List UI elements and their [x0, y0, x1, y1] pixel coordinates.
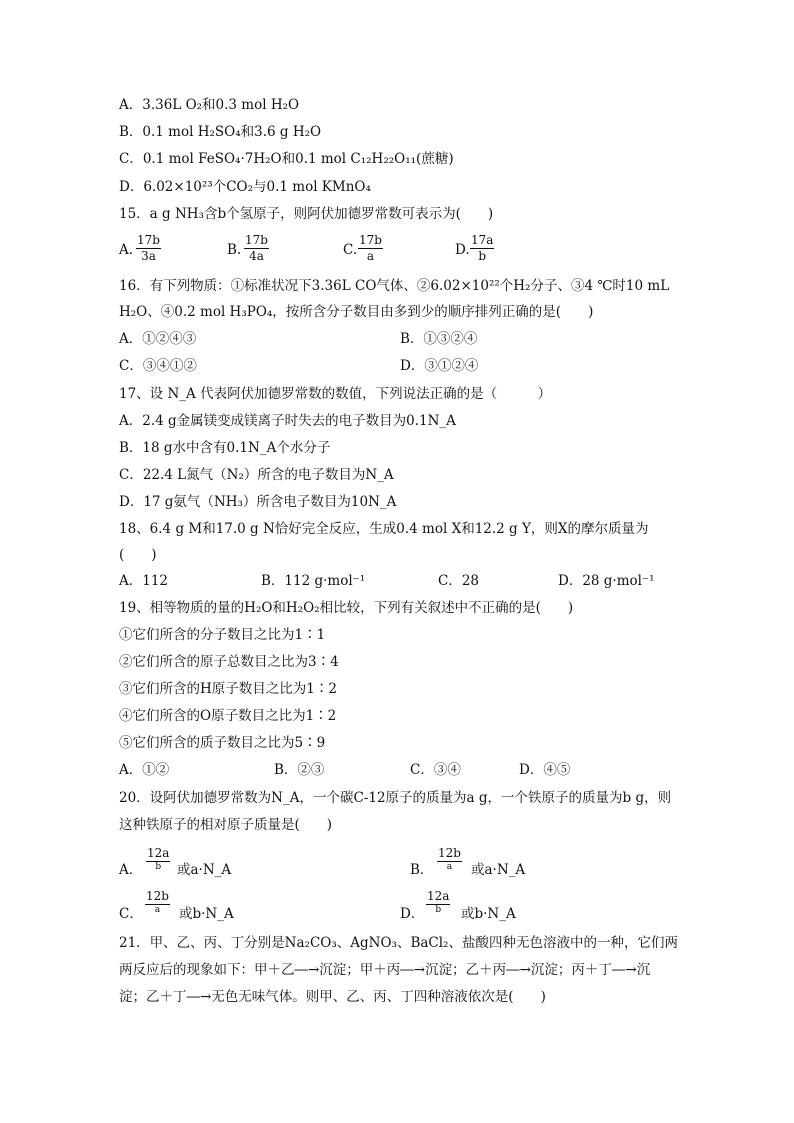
q20-d-denominator: b [435, 905, 442, 915]
question-18-line-2: ( ) [119, 547, 157, 563]
question-15: 15．a g NH₃含b个氢原子，则阿伏加德罗常数可表示为( ) [119, 206, 494, 222]
question-20-line-2: 这种铁原子的相对原子质量是( ) [119, 817, 333, 833]
q19-option-a: A．①② [119, 762, 170, 778]
q16-option-c: C．③④①② [119, 358, 197, 374]
q15-option-a-fraction [136, 233, 161, 264]
q18-option-d: D．28 g·mol⁻¹ [558, 573, 655, 589]
question-21-line-2: 两反应后的现象如下：甲＋乙―→沉淀；甲＋丙―→沉淀；乙＋丙―→沉淀；丙＋丁―→沉 [119, 962, 651, 978]
q20-d-numerator: 12a [427, 889, 450, 903]
q20-option-b-label: B． [410, 862, 434, 878]
q20-option-a-fraction [146, 846, 170, 873]
question-21-line-3: 淀；乙＋丁―→无色无味气体。则甲、乙、丙、丁四种溶液依次是( ) [119, 989, 546, 1005]
q17-option-d: D．17 g氨气（NH₃）所含电子数目为10N_A [119, 494, 397, 510]
q17-option-b: B．18 g水中含有0.1N_A个水分子 [119, 440, 331, 456]
q20-c-numerator: 12b [146, 889, 169, 903]
q18-option-c: C．28 [438, 573, 480, 589]
q14-option-b: B．0.1 mol H₂SO₄和3.6 g H₂O [119, 124, 322, 140]
question-18-line-1: 18、6.4 g M和17.0 g N恰好完全反应，生成0.4 mol X和12.2 g Y，则X的摩尔质量为 [119, 521, 649, 537]
q20-option-c-fraction [145, 889, 170, 916]
q17-option-a: A．2.4 g金属镁变成镁离子时失去的电子数目为0.1N_A [119, 413, 456, 429]
q15-option-c-label: C. [343, 242, 358, 258]
q18-option-a: A．112 [119, 573, 169, 589]
q20-b-denominator: a [446, 862, 453, 872]
q18-option-b: B．112 g·mol⁻¹ [261, 573, 366, 589]
q15-option-d-fraction [470, 233, 494, 264]
question-16-line-2: H₂O、④0.2 mol H₃PO₄，按所含分子数目由多到少的顺序排列正确的是( ) [119, 304, 594, 320]
q20-c-denominator: a [154, 905, 161, 915]
q15-d-numerator: 17a [471, 233, 494, 247]
q20-a-denominator: b [155, 862, 162, 872]
q19-statement-1: ①它们所含的分子数目之比为1∶1 [119, 627, 326, 643]
q20-option-b-tail: 或a·N_A [471, 862, 526, 878]
q17-option-c: C．22.4 L氮气（N₂）所含的电子数目为N_A [119, 467, 394, 483]
q15-option-d-label: D. [455, 242, 470, 258]
q19-option-c: C．③④ [410, 762, 461, 778]
q19-option-b: B．②③ [274, 762, 325, 778]
question-19: 19、相等物质的量的H₂O和H₂O₂相比较，下列有关叙述中不正确的是( ) [119, 600, 574, 616]
q19-statement-4: ④它们所含的O原子数目之比为1∶2 [119, 708, 337, 724]
q20-option-c-label: C． [119, 906, 143, 922]
q15-c-numerator: 17b [359, 233, 382, 247]
question-20-line-1: 20．设阿伏加德罗常数为N_A，一个碳C-12原子的质量为a g，一个铁原子的质量为b g，则 [119, 790, 672, 806]
q14-option-c: C．0.1 mol FeSO₄·7H₂O和0.1 mol C₁₂H₂₂O₁₁(蔗糖) [119, 151, 454, 167]
q15-a-numerator: 17b [137, 233, 160, 247]
q20-option-d-tail: 或b·N_A [461, 906, 516, 922]
q15-c-denominator: a [366, 249, 375, 263]
q15-b-numerator: 17b [245, 233, 268, 247]
q15-option-b-label: B. [227, 242, 242, 258]
q20-b-numerator: 12b [438, 846, 461, 860]
q20-option-b-fraction [437, 846, 462, 873]
q20-option-d-fraction [426, 889, 450, 916]
q15-a-denominator: 3a [141, 249, 156, 263]
q20-option-a-label: A． [119, 862, 143, 878]
question-21-line-1: 21．甲、乙、丙、丁分别是Na₂CO₃、AgNO₃、BaCl₂、盐酸四种无色溶液中的一种，它们两 [119, 935, 678, 951]
q16-option-d: D．③①②④ [400, 358, 479, 374]
question-16-line-1: 16．有下列物质：①标准状况下3.36L CO气体、②6.02×10²²个H₂分子、③4 ℃时10 mL [119, 278, 670, 294]
q20-option-a-tail: 或a·N_A [177, 862, 232, 878]
q15-option-a-label: A. [119, 242, 134, 258]
question-17: 17、设 N_A 代表阿伏加德罗常数的数值，下列说法正确的是（ ） [119, 386, 552, 402]
q19-statement-3: ③它们所含的H原子数目之比为1∶2 [119, 681, 337, 697]
q15-option-b-fraction [244, 233, 269, 264]
q19-option-d: D．④⑤ [519, 762, 571, 778]
q20-a-numerator: 12a [147, 846, 170, 860]
q16-option-a: A．①②④③ [119, 331, 197, 347]
q15-b-denominator: 4a [249, 249, 264, 263]
q20-option-d-label: D． [400, 906, 425, 922]
q20-option-c-tail: 或b·N_A [179, 906, 234, 922]
q14-option-d: D．6.02×10²³个CO₂与0.1 mol KMnO₄ [119, 179, 371, 195]
q19-statement-5: ⑤它们所含的质子数目之比为5∶9 [119, 735, 326, 751]
q14-option-a: A．3.36L O₂和0.3 mol H₂O [119, 97, 300, 113]
q15-option-c-fraction [358, 233, 383, 264]
q15-d-denominator: b [478, 249, 487, 263]
q16-option-b: B．①③②④ [400, 331, 478, 347]
q19-statement-2: ②它们所含的原子总数目之比为3∶4 [119, 654, 339, 670]
